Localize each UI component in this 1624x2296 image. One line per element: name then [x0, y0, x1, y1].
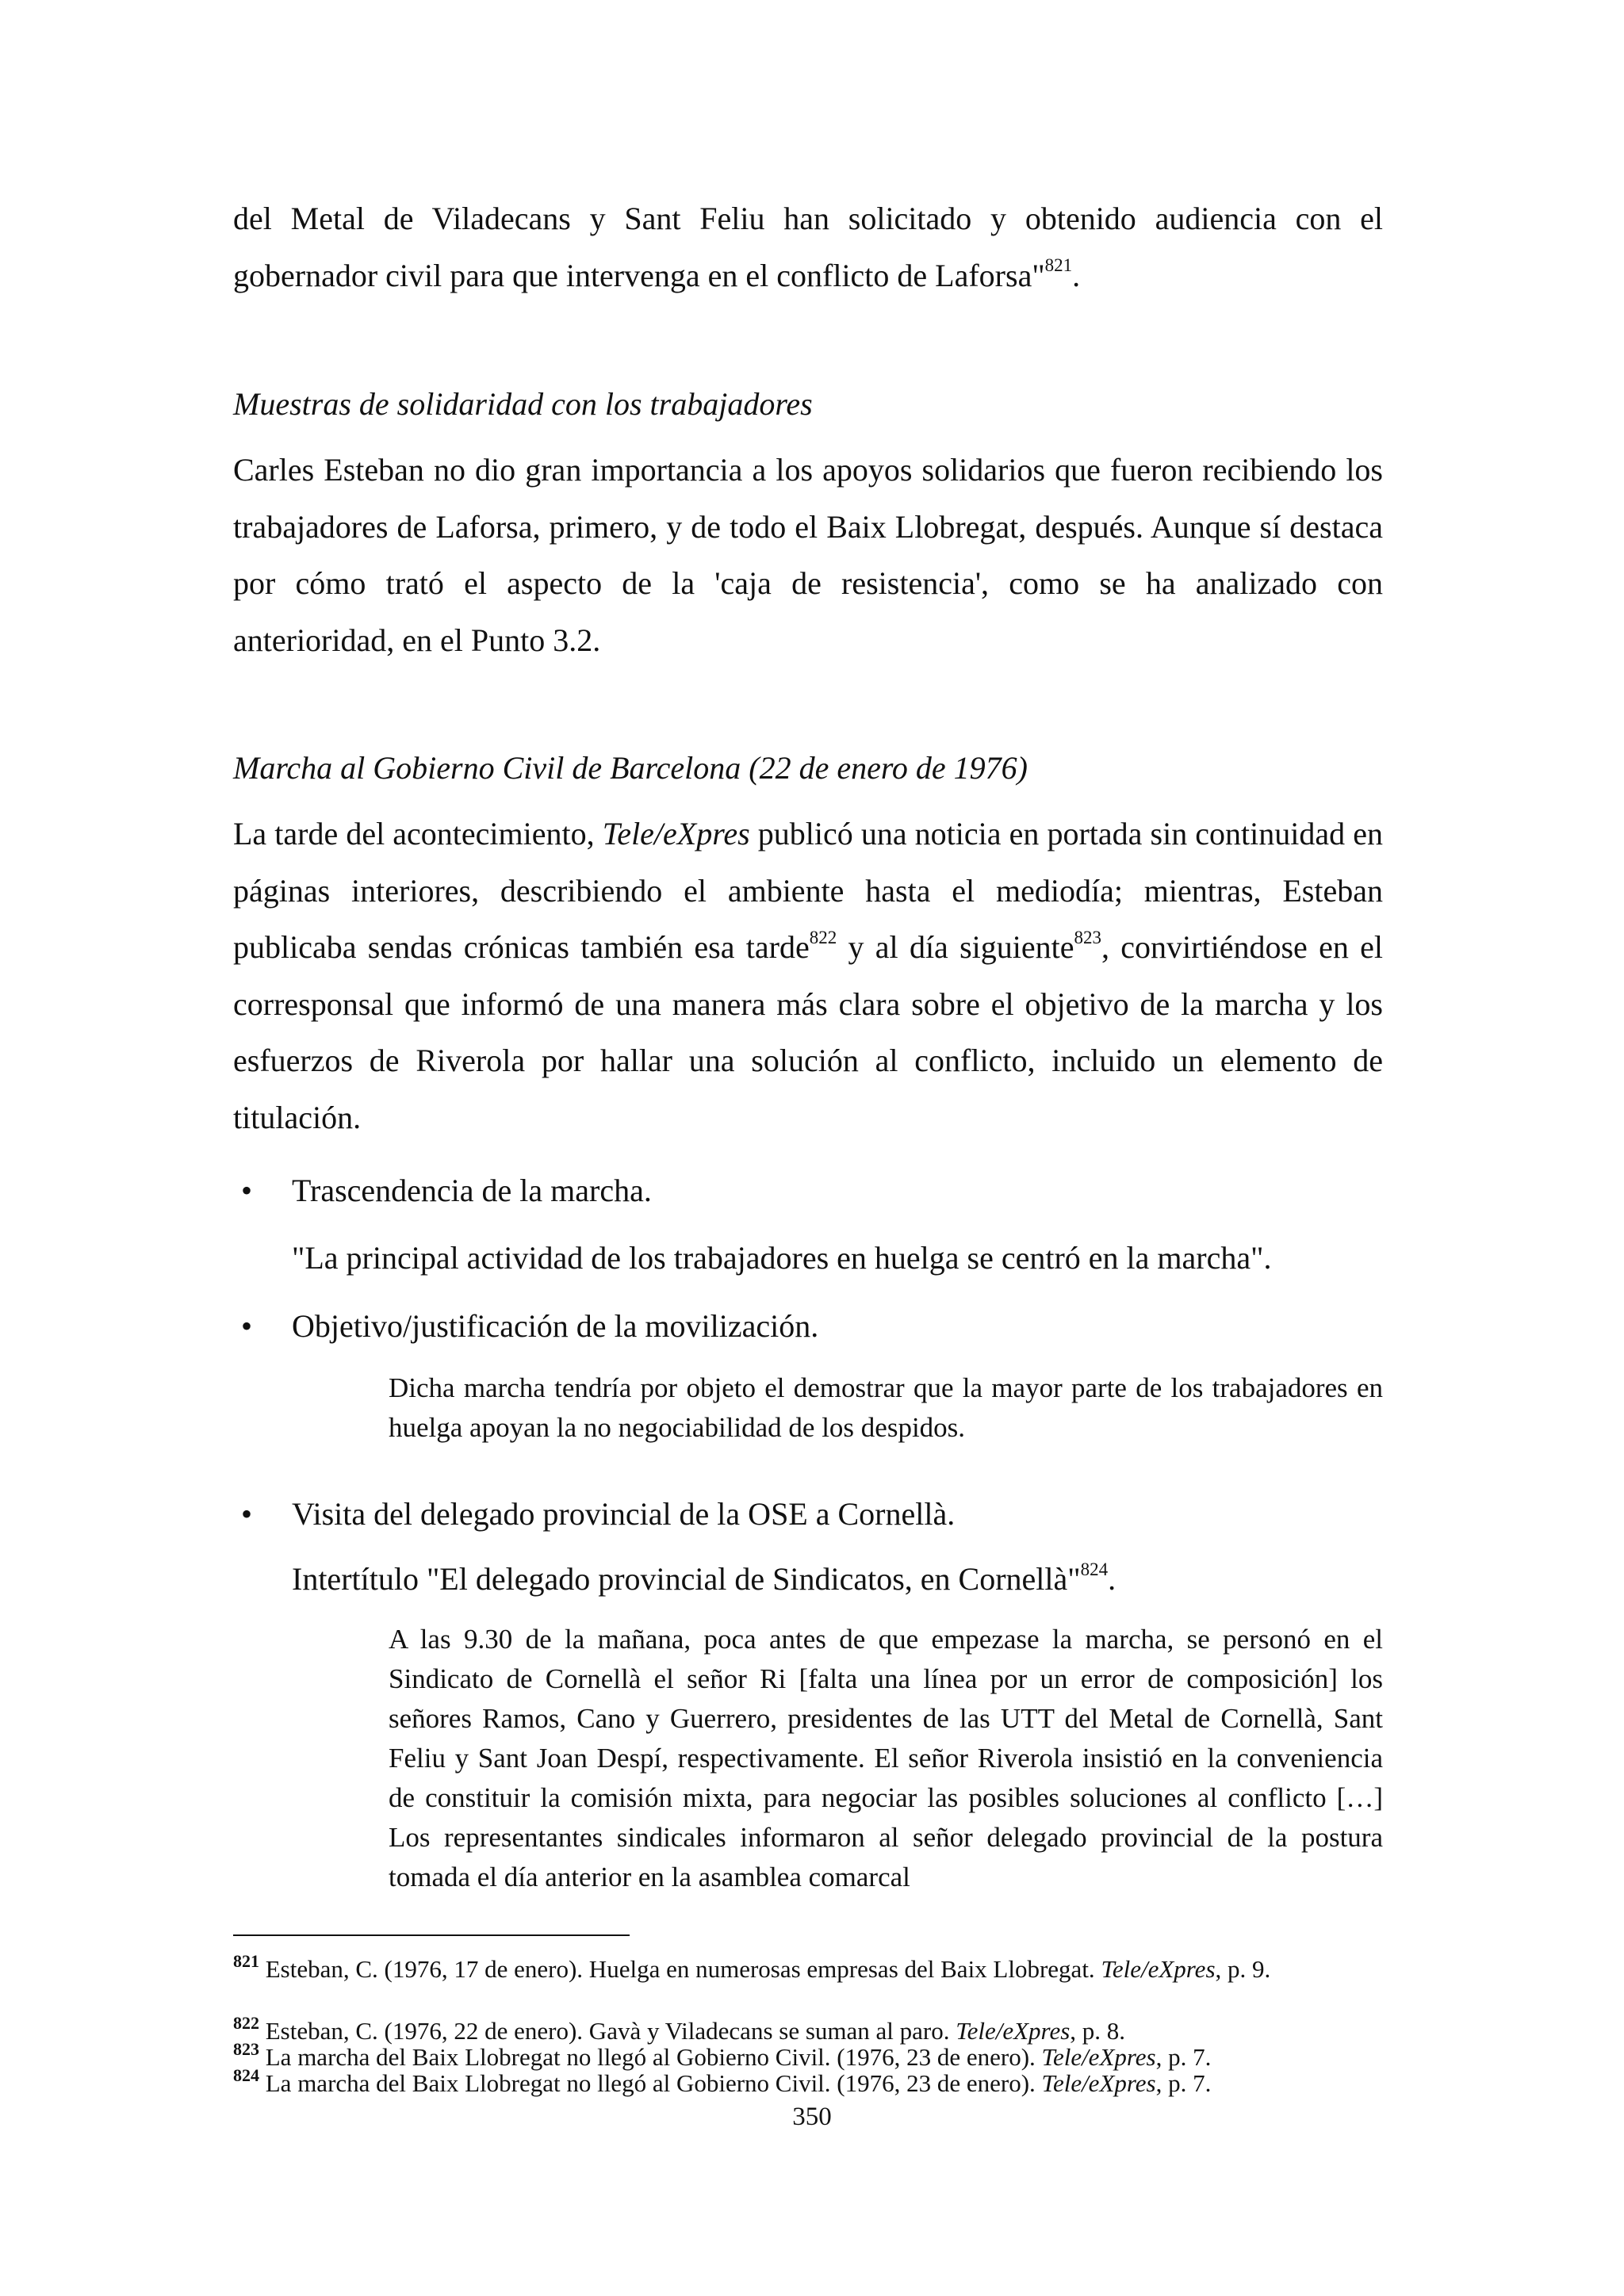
bullet-text: Trascendencia de la marcha.: [292, 1173, 652, 1208]
footnote-ref-822: 822: [809, 927, 837, 947]
intro-line-2: gobernador civil para que intervenga en el conflicto de Laforsa"$^{821}$.: [233, 255, 1081, 293]
bullet-icon: •: [241, 1173, 253, 1208]
footnote: $^{821}$ Esteban, C. (1976, 17 de enero). Huelga en numerosas empresas del Baix Llobregat. Tele/eXpres, p. 9.: [233, 1950, 1271, 1983]
intro-paragraph: [233, 190, 1383, 304]
section-2-body: [233, 806, 1383, 1146]
intro-line-1: del Metal de Viladecans y Sant Feliu han solicitado y obtenido audiencia con el: [233, 201, 1383, 236]
page-number: 350: [792, 2103, 832, 2131]
bullet-text: Objetivo/justificación de la movilización.: [292, 1308, 819, 1344]
footnote-ref-823: 823: [1074, 927, 1102, 947]
footnote: $^{822}$ Esteban, C. (1976, 22 de enero). Gavà y Viladecans se suman al paro. Tele/eXpres, p. 8.: [233, 2012, 1126, 2045]
footnote: $^{824}$ La marcha del Baix Llobregat no llegó al Gobierno Civil. (1976, 23 de enero). Tele/eXpres, p. 7.: [233, 2064, 1212, 2097]
bullet-subtext: "La principal actividad de los trabajadores en huelga se centró en la marcha".: [292, 1240, 1272, 1276]
bullet-icon: •: [241, 1308, 253, 1344]
footnote-ref-824: 824: [1080, 1559, 1109, 1579]
bullet-text: Visita del delegado provincial de la OSE a Cornellà.: [292, 1496, 956, 1532]
footnote-ref-821: 821: [1044, 255, 1073, 276]
block-quote: A las 9.30 de la mañana, poca antes de que empezase la marcha, se personó en el Sindicato de Cornellà el señor Ri [falta una línea por un error de composición] los señores Ramos, Cano y Guerrero, presidentes de las UTT del Metal de Cornellà, Sant Feliu y Sant Joan Despí, respectivamente. El señor Riverola insistió en la conveniencia de constituir la comisión mixta, para negociar las posibles soluciones al conflicto […] Los representantes sindicales informaron al señor delegado provincial de la postura tomada el día anterior en la asamblea comarcal: [389, 1624, 1383, 1892]
footnote-separator: [233, 1934, 630, 1936]
bullet-subtext: Intertítulo "El delegado provincial de Sindicatos, en Cornellà"$^{824}$.: [292, 1559, 1116, 1597]
publication-title: Tele/eXpres: [602, 816, 750, 851]
section-1-paragraph: Carles Esteban no dio gran importancia a los apoyos solidarios que fueron recibiendo los trabajadores de Laforsa, primero, y de todo el Baix Llobregat, después. Aunque sí destaca por cómo trató el aspecto de la 'caja de resistencia', como se ha analizado con anterioridad, en el Punto 3.2.: [233, 452, 1383, 658]
bullet-icon: •: [241, 1496, 253, 1532]
section-heading-marcha: Marcha al Gobierno Civil de Barcelona (22 de enero de 1976): [233, 750, 1028, 786]
footnote: $^{823}$ La marcha del Baix Llobregat no llegó al Gobierno Civil. (1976, 23 de enero). Tele/eXpres, p. 7.: [233, 2038, 1212, 2071]
section-2-paragraph: La tarde del acontecimiento, Tele/eXpres publicó una noticia en portada sin continuidad en páginas interiores, describiendo el ambiente hasta el mediodía; mientras, Esteban publicaba sendas crónicas también esa tarde$^{822}$ y al día siguiente$^{823}$, convirtiéndose en el corresponsal que informó de una manera más clara sobre el objetivo de la marcha y los esfuerzos de Riverola por hallar una solución al conflicto, incluido un elemento de titulación.: [233, 816, 1383, 1135]
block-quote: Dicha marcha tendría por objeto el demostrar que la mayor parte de los trabajadores en huelga apoyan la no negociabilidad de los despidos.: [389, 1372, 1383, 1443]
section-heading-solidaridad: Muestras de solidaridad con los trabajadores: [233, 386, 813, 422]
section-1-body: [233, 442, 1383, 668]
